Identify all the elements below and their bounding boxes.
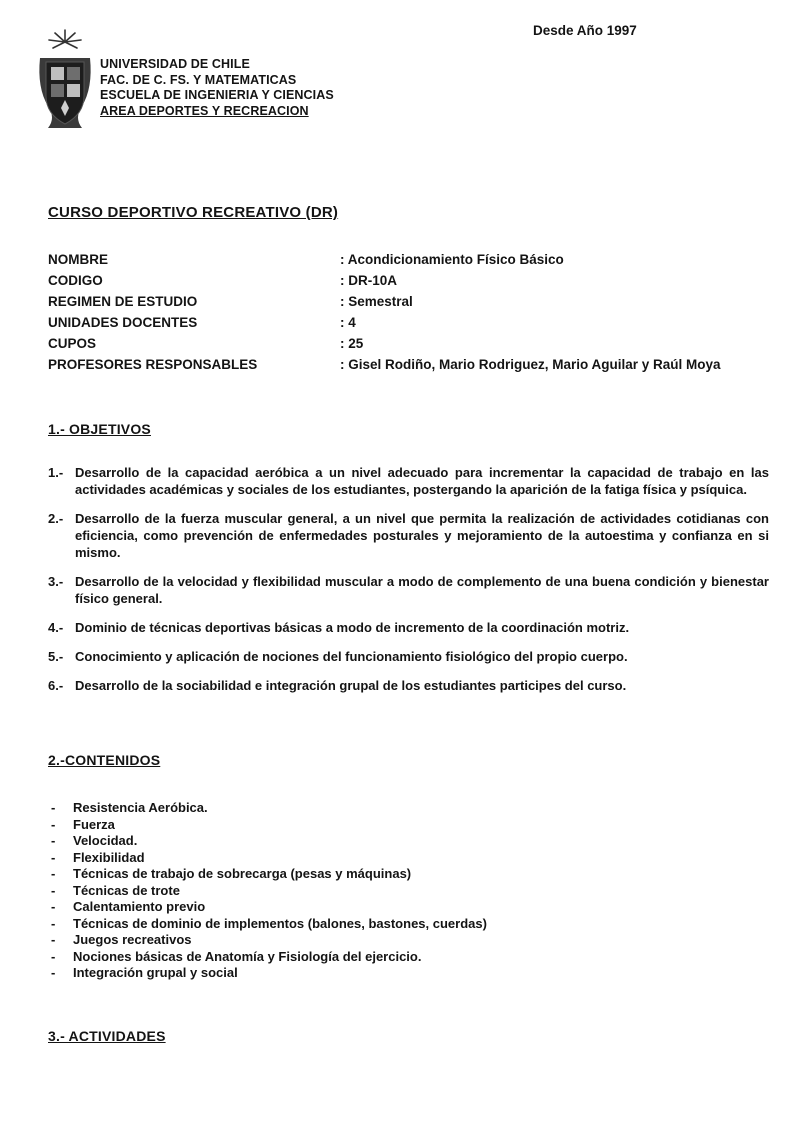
objective-item <box>48 619 769 636</box>
content-item <box>48 850 769 867</box>
field-label: REGIMEN DE ESTUDIO <box>48 294 198 309</box>
field-value: : Semestral <box>340 294 413 309</box>
objective-item <box>48 648 769 665</box>
objective-item <box>48 510 769 561</box>
content-text: Técnicas de dominio de implementos (balones, bastones, cuerdas) <box>73 915 487 931</box>
content-item <box>48 883 769 900</box>
objective-number: 3.- <box>48 574 64 589</box>
content-item <box>48 866 769 883</box>
objective-text: Dominio de técnicas deportivas básicas a modo de incremento de la coordinación motriz. <box>75 620 630 635</box>
school-name: ESCUELA DE INGENIERIA Y CIENCIAS <box>100 88 334 102</box>
field-value: : Gisel Rodiño, Mario Rodriguez, Mario Aguilar y Raúl Moya <box>340 357 721 372</box>
objective-number: 5.- <box>48 649 64 664</box>
content-item <box>48 932 769 949</box>
objective-text: Desarrollo de la capacidad aeróbica a un nivel adecuado para incrementar la capacidad de trabajo en las actividades académicas y sociales de los estudiantes, postergando la aparición de la fatiga física y psíquica. <box>75 465 769 497</box>
document-body <box>48 204 769 1044</box>
field-row-unidades <box>48 312 769 333</box>
content-text: Resistencia Aeróbica. <box>73 800 208 815</box>
faculty-name: FAC. DE C. FS. Y MATEMATICAS <box>100 72 297 87</box>
content-text: Técnicas de trote <box>73 882 180 898</box>
objective-text: Desarrollo de la velocidad y flexibilidad muscular a modo de complemento de una buena condición y bienestar físico general. <box>75 574 769 606</box>
objective-text: Conocimiento y aplicación de nociones del funcionamiento fisiológico del propio cuerpo. <box>75 649 628 664</box>
content-text: Integración grupal y social <box>73 965 238 980</box>
objective-number: 1.- <box>48 465 64 480</box>
bullet-dash: - <box>51 882 56 898</box>
field-value: : Acondicionamiento Físico Básico <box>340 252 564 267</box>
bullet-dash: - <box>51 816 56 832</box>
bullet-dash: - <box>51 833 56 848</box>
objective-text: Desarrollo de la sociabilidad e integración grupal de los estudiantes participes del curso. <box>75 678 627 693</box>
objective-item <box>48 677 769 694</box>
area-name: AREA DEPORTES Y RECREACION <box>100 103 309 118</box>
field-label: CODIGO <box>48 273 103 288</box>
since-year-text: Desde Año 1997 <box>533 23 637 38</box>
university-name: UNIVERSIDAD DE CHILE <box>100 57 250 71</box>
section-heading-objetivos: 1.- OBJETIVOS <box>48 421 151 437</box>
page-title: CURSO DEPORTIVO RECREATIVO (DR) <box>48 204 339 221</box>
field-row-cupos <box>48 333 769 354</box>
field-label: PROFESORES RESPONSABLES <box>48 357 258 372</box>
content-item <box>48 965 769 982</box>
objective-item <box>48 464 769 498</box>
objective-text: Desarrollo de la fuerza muscular general, a un nivel que permita la realización de actividades cotidianas con eficiencia, como prevención de enfermedades posturales y mejoramiento de la autoestima y confianza en si mismo. <box>75 511 769 560</box>
contents-list <box>48 800 769 982</box>
content-text: Flexibilidad <box>73 849 145 865</box>
field-value: : DR-10A <box>340 273 398 288</box>
objective-number: 2.- <box>48 511 64 526</box>
field-row-nombre <box>48 249 769 270</box>
bullet-dash: - <box>51 849 56 865</box>
content-text: Calentamiento previo <box>73 899 206 914</box>
content-item <box>48 800 769 817</box>
content-text: Fuerza <box>73 816 115 832</box>
field-label: UNIDADES DOCENTES <box>48 315 198 330</box>
content-item <box>48 899 769 916</box>
content-item <box>48 817 769 834</box>
bullet-dash: - <box>51 800 56 815</box>
university-crest-logo <box>36 28 94 132</box>
content-item <box>48 949 769 966</box>
content-text: Juegos recreativos <box>73 932 192 947</box>
content-text: Técnicas de trabajo de sobrecarga (pesas y máquinas) <box>73 866 412 881</box>
bullet-dash: - <box>51 915 56 931</box>
section-heading-actividades: 3.- ACTIVIDADES <box>48 1027 166 1044</box>
bullet-dash: - <box>51 965 56 980</box>
objective-number: 6.- <box>48 678 64 693</box>
field-label: NOMBRE <box>48 252 108 267</box>
field-row-codigo <box>48 270 769 291</box>
field-value: : 4 <box>340 315 356 330</box>
bullet-dash: - <box>51 866 56 881</box>
content-item <box>48 916 769 933</box>
course-info-fields <box>48 249 769 375</box>
content-item <box>48 833 769 850</box>
objective-item <box>48 573 769 607</box>
objectives-list <box>48 464 769 694</box>
university-header-block <box>100 57 334 119</box>
objective-number: 4.- <box>48 620 64 635</box>
content-text: Velocidad. <box>73 833 138 848</box>
field-label: CUPOS <box>48 336 97 351</box>
content-text: Nociones básicas de Anatomía y Fisiología del ejercicio. <box>73 948 422 964</box>
bullet-dash: - <box>51 932 56 947</box>
field-row-regimen <box>48 291 769 312</box>
field-value: : 25 <box>340 336 364 351</box>
bullet-dash: - <box>51 948 56 964</box>
field-row-profesores <box>48 354 769 375</box>
bullet-dash: - <box>51 899 56 914</box>
section-heading-contenidos: 2.-CONTENIDOS <box>48 752 161 768</box>
